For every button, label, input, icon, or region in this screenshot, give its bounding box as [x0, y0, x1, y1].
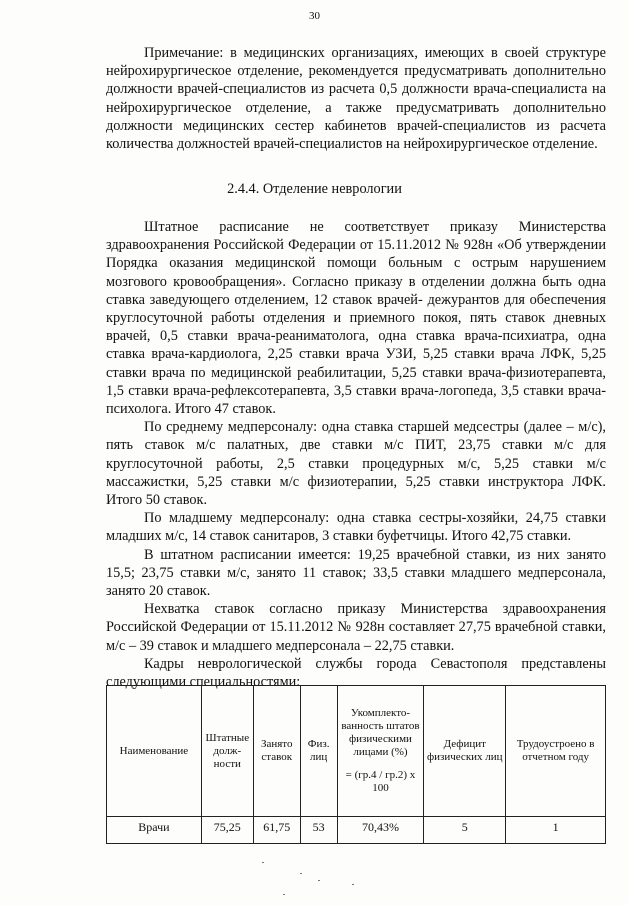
header-individuals: Физ. лиц [300, 686, 337, 817]
cell-occupied: 61,75 [253, 817, 300, 844]
table-header-row [107, 686, 606, 817]
cell-name: Врачи [107, 817, 202, 844]
cell-staff: 75,25 [201, 817, 253, 844]
cell-staffing: 70,43% [337, 817, 424, 844]
note-text: Примечание: в медицинских организациях, имеющих в своей структуре нейрохирургическое отделение, рекомендуется предусматривать дополнительно должности врачей-специалистов из расчета 0,5 должности врача-специалиста на нейрохирургическое отделение, а также предусматривать дополнительно должности медицинских сестер кабинетов врачей-специалистов из расчета количества должностей врачей-специалистов на нейрохирургическое отделение. [106, 45, 606, 153]
staffing-table-wrapper [106, 685, 606, 844]
paragraph-4: В штатном расписании имеется: 19,25 врачебной ставки, из них занято 15,5; 23,75 ставки м/с, занято 11 ставок; 33,5 ставки младшего медперсонала, занято 20 ставок. [106, 546, 606, 600]
header-employed: Трудоустроено в отчетном году [506, 686, 606, 817]
page-number: 30 [309, 10, 320, 22]
paragraph-1: Штатное расписание не соответствует приказу Министерства здравоохранения Российской Федерации от 15.11.2012 № 928н «Об утверждении Порядка оказания медицинской помощи больным с острым нарушением мозгового кровообращения». Согласно приказу в отделении должна быть одна ставка заведующего отделением, 12 ставок врачей- дежурантов для обеспечения круглосуточной работы отделения и приемного покоя, пять ставок дневных врачей, 0,5 ставки врача-реаниматолога, одна ставка врача-психиатра, одна ставка врача-кардиолога, 2,25 ставки врача УЗИ, 5,25 ставки врача ЛФК, 5,25 ставки врача по медицинской реабилитации, 5,25 ставки врача-физиотерапевта, 1,5 ставки врача-рефлексотерапевта, 3,5 ставки врача-логопеда, 3,5 ставки врача-психолога. Итого 47 ставок. [106, 219, 606, 418]
header-name: Наименование [107, 686, 202, 817]
scan-speck [283, 894, 285, 895]
scan-speck [318, 880, 320, 881]
header-occupied: Занято ставок [253, 686, 300, 817]
paragraph-5: Нехватка ставок согласно приказу Министерства здравоохранения Российской Федерации от 15.11.2012 № 928н составляет 27,75 врачебной ставки, м/с – 39 ставок и младшего медперсонала – 22,75 ставки. [106, 601, 606, 654]
cell-deficit: 5 [424, 817, 506, 844]
header-deficit: Дефицит физических лиц [424, 686, 506, 817]
table-row [107, 817, 606, 844]
scan-speck [300, 873, 302, 874]
paragraph-6: Кадры неврологической службы города Севастополя представлены следующими специальностями: [106, 655, 606, 691]
staffing-table [106, 685, 606, 844]
scan-speck [262, 862, 264, 863]
section-heading: 2.4.4. Отделение неврологии [227, 181, 402, 197]
header-staffing-formula: = (гр.4 / гр.2) х 100 [345, 769, 416, 794]
header-staffing [337, 686, 424, 817]
header-staffing-main: Укомплекто-ванность штатов физическими лицами (%) [341, 707, 420, 758]
header-staff: Штатные долж-ности [201, 686, 253, 817]
paragraph-2: По среднему медперсоналу: одна ставка старшей медсестры (далее – м/с), пять ставок м/с палатных, две ставки м/с ПИТ, 23,75 ставки м/с для круглосуточной работы, 2,5 ставки процедурных м/с, 5,25 ставки м/с массажистки, 5,25 ставки м/с физиотерапии, 5,25 ставки инструктора ЛФК. Итого 50 ставок. [106, 419, 606, 509]
section-body [106, 218, 606, 691]
paragraph-3: По младшему медперсоналу: одна ставка сестры-хозяйки, 24,75 ставки младших м/с, 14 ставок санитаров, 3 ставки буфетчицы. Итого 42,75 ставки. [106, 510, 606, 545]
cell-employed: 1 [506, 817, 606, 844]
note-paragraph [106, 44, 606, 153]
scan-speck [352, 884, 354, 885]
cell-individuals: 53 [300, 817, 337, 844]
